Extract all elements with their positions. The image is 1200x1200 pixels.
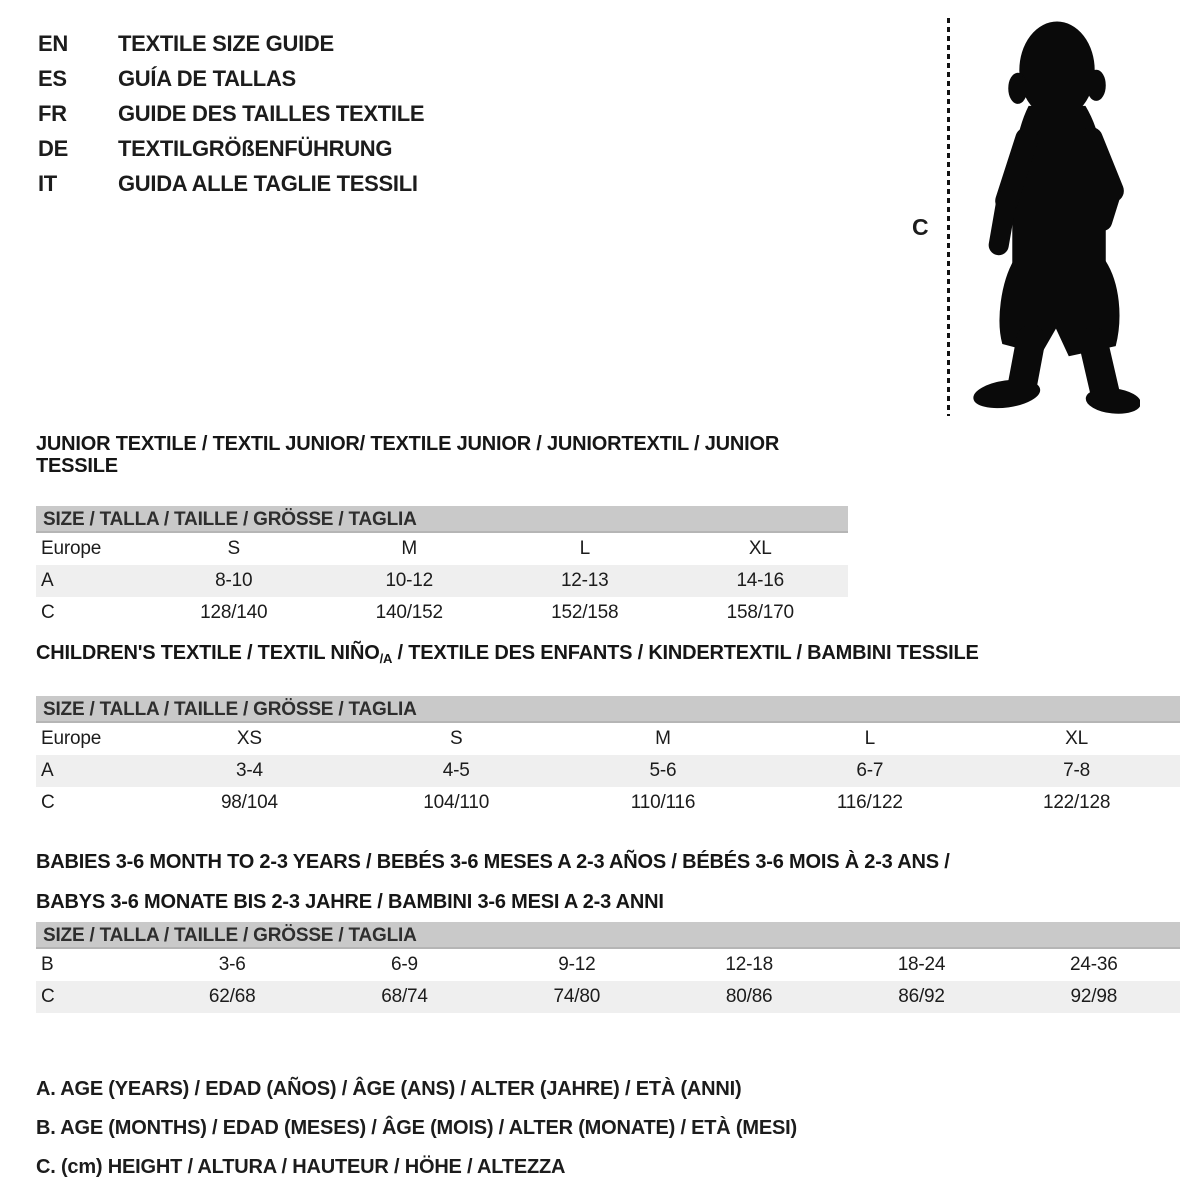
row-label: Europe [41, 538, 102, 559]
legend-height-cm: C. (cm) HEIGHT / ALTURA / HAUTEUR / HÖHE / ALTEZZA [36, 1156, 566, 1178]
months-cell: 18-24 [897, 954, 946, 975]
height-cell: 104/110 [423, 792, 490, 813]
age-cell: 14-16 [736, 570, 785, 591]
title-line: BABIES 3-6 MONTH TO 2-3 YEARS / BEBÉS 3-6 MESES A 2-3 AÑOS / BÉBÉS 3-6 MOIS À 2-3 ANS / [36, 851, 950, 873]
size-cell: L [864, 728, 875, 749]
height-cell: 86/92 [898, 986, 945, 1007]
table-row-height [36, 981, 1180, 1013]
height-cell: 92/98 [1070, 986, 1118, 1007]
height-cell: 110/116 [630, 792, 696, 813]
size-cell: XL [748, 538, 772, 559]
table-row-age [36, 565, 848, 597]
age-cell: 3-4 [235, 760, 263, 781]
height-cell: 128/140 [200, 602, 268, 623]
row-label: B [41, 954, 54, 975]
height-cell: 62/68 [208, 986, 256, 1007]
title-subscript: /A [379, 651, 393, 666]
row-label: A [41, 760, 54, 781]
row-label: C [41, 986, 55, 1007]
row-label: A [41, 570, 54, 591]
height-cell: 68/74 [381, 986, 428, 1007]
age-cell: 6-7 [856, 760, 884, 781]
language-code: EN [38, 30, 68, 56]
size-cell: XS [236, 728, 262, 749]
row-label: C [41, 602, 55, 623]
baby-silhouette-icon [968, 20, 1140, 414]
age-cell: 4-5 [442, 760, 470, 781]
section-title [36, 642, 1180, 670]
guide-title: TEXTILGRÖßENFÜHRUNG [118, 135, 393, 161]
title-row-fr [38, 96, 424, 131]
age-cell: 12-13 [560, 570, 609, 591]
height-cell: 158/170 [726, 602, 794, 623]
title-row-it [38, 166, 424, 201]
row-label: C [41, 792, 55, 813]
guide-title: TEXTILE SIZE GUIDE [118, 30, 334, 56]
title-part: CHILDREN'S TEXTILE / TEXTIL NIÑO [36, 642, 380, 664]
age-cell: 5-6 [649, 760, 677, 781]
size-cell: M [655, 728, 671, 749]
language-title-block [38, 26, 424, 201]
size-header-bar: SIZE / TALLA / TAILLE / GRÖSSE / TAGLIA [36, 922, 1180, 949]
table-row-months [36, 949, 1180, 981]
height-cell: 74/80 [553, 986, 601, 1007]
measurement-legend [36, 1070, 797, 1187]
table-row-height [36, 597, 848, 629]
months-cell: 24-36 [1070, 954, 1118, 975]
height-cell: 116/122 [836, 792, 903, 813]
table-row-europe [36, 533, 848, 565]
size-cell: M [401, 538, 418, 559]
months-cell: 12-18 [725, 954, 773, 975]
size-cell: L [579, 538, 590, 559]
months-cell: 9-12 [558, 954, 596, 975]
section-title: JUNIOR TEXTILE / TEXTIL JUNIOR/ TEXTILE JUNIOR / JUNIORTEXTIL / JUNIOR TESSILE [36, 433, 780, 477]
section-title [36, 842, 1180, 922]
guide-title: GUIDA ALLE TAGLIE TESSILI [118, 170, 418, 196]
size-header-bar: SIZE / TALLA / TAILLE / GRÖSSE / TAGLIA [36, 696, 1180, 723]
language-code: DE [38, 135, 68, 161]
section-babies-textile [36, 842, 1180, 1013]
size-cell: XL [1065, 728, 1089, 749]
height-cell: 80/86 [725, 986, 773, 1007]
age-cell: 7-8 [1063, 760, 1091, 781]
months-cell: 6-9 [391, 954, 418, 975]
row-label: Europe [41, 728, 102, 749]
title-line: BABYS 3-6 MONATE BIS 2-3 JAHRE / BAMBINI 3-6 MESI A 2-3 ANNI [36, 891, 664, 913]
language-code: FR [38, 100, 67, 126]
height-cell: 122/128 [1042, 792, 1111, 813]
title-row-de [38, 131, 424, 166]
height-measure-dashed-line [947, 18, 950, 416]
size-cell: S [449, 728, 463, 749]
language-code: IT [38, 170, 57, 196]
height-cell: 152/158 [551, 602, 619, 623]
table-row-age [36, 755, 1180, 787]
section-childrens-textile [36, 642, 1180, 819]
legend-age-years: A. AGE (YEARS) / EDAD (AÑOS) / ÂGE (ANS) / ALTER (JAHRE) / ETÀ (ANNI) [36, 1078, 742, 1100]
title-row-en [38, 26, 424, 61]
months-cell: 3-6 [218, 954, 246, 975]
title-part: / TEXTILE DES ENFANTS / KINDERTEXTIL / BAMBINI TESSILE [392, 642, 979, 664]
age-cell: 10-12 [385, 570, 434, 591]
height-measure-label: C [912, 214, 929, 240]
guide-title: GUIDE DES TAILLES TEXTILE [118, 100, 425, 126]
language-code: ES [38, 65, 67, 91]
table-row-europe [36, 723, 1180, 755]
title-row-es [38, 61, 424, 96]
size-header-bar: SIZE / TALLA / TAILLE / GRÖSSE / TAGLIA [36, 506, 848, 533]
section-junior-textile [36, 433, 848, 629]
height-cell: 98/104 [220, 792, 278, 813]
legend-age-months: B. AGE (MONTHS) / EDAD (MESES) / ÂGE (MOIS) / ALTER (MONATE) / ETÀ (MESI) [36, 1117, 797, 1139]
age-cell: 8-10 [215, 570, 253, 591]
size-cell: S [227, 538, 240, 559]
table-row-height [36, 787, 1180, 819]
height-cell: 140/152 [375, 602, 443, 623]
guide-title: GUÍA DE TALLAS [118, 65, 296, 91]
